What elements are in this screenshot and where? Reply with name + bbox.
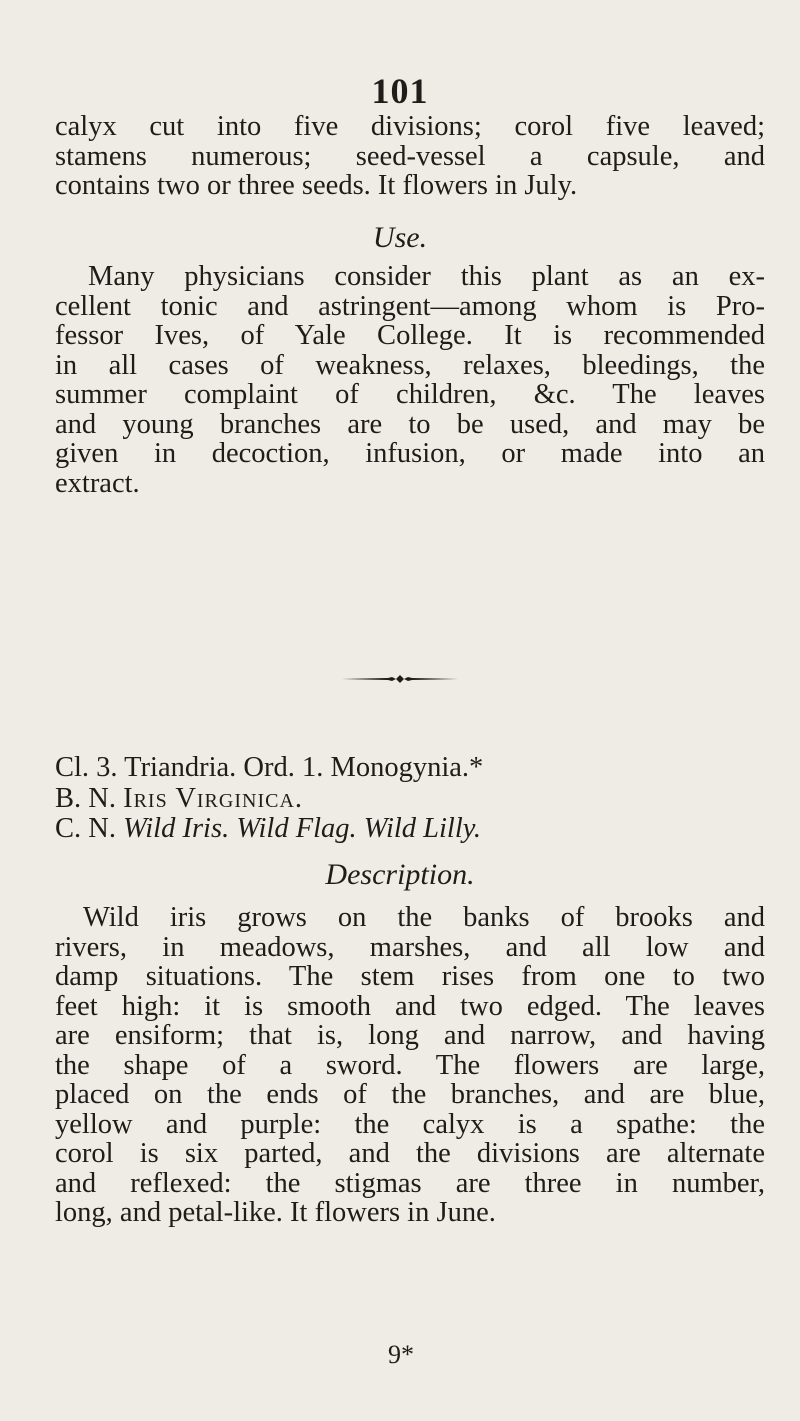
use-paragraph bbox=[55, 262, 765, 498]
paragraph-line: given in decoction, infusion, or made into an bbox=[55, 438, 765, 469]
paragraph-line: Many physicians consider this plant as an ex- bbox=[88, 261, 765, 292]
paragraph-line: summer complaint of children, &c. The leaves bbox=[55, 379, 765, 410]
paragraph-line: Wild iris grows on the banks of brooks and bbox=[83, 902, 765, 933]
paragraph-line: stamens numerous; seed-vessel a capsule, and bbox=[55, 140, 765, 172]
top-paragraph bbox=[55, 112, 765, 201]
paragraph-line: in all cases of weakness, relaxes, bleedings, the bbox=[55, 349, 765, 381]
common-names-line bbox=[55, 813, 481, 845]
common-name-prefix: C. N. bbox=[55, 813, 116, 844]
paragraph-line: fessor Ives, of Yale College. It is recommended bbox=[55, 320, 765, 351]
paragraph-line: and young branches are to be used, and may be bbox=[55, 408, 765, 440]
common-names: Wild Iris. Wild Flag. Wild Lilly. bbox=[123, 813, 481, 844]
signature-mark: 9* bbox=[388, 1340, 414, 1369]
paragraph-line: and reflexed: the stigmas are three in number, bbox=[55, 1167, 765, 1199]
classification-line: Cl. 3. Triandria. Ord. 1. Monogynia.* bbox=[55, 752, 484, 783]
paragraph-line: corol is six parted, and the divisions are alternate bbox=[55, 1138, 765, 1169]
paragraph-line: the shape of a sword. The flowers are large, bbox=[55, 1049, 765, 1081]
botanical-name-line bbox=[55, 783, 303, 815]
paragraph-line: contains two or three seeds. It flowers in July. bbox=[55, 170, 578, 201]
paragraph-line: are ensiform; that is, long and narrow, and having bbox=[55, 1020, 765, 1051]
paragraph-line: cellent tonic and astringent—among whom is Pro- bbox=[55, 290, 765, 322]
paragraph-line: long, and petal-like. It flowers in June. bbox=[55, 1197, 496, 1228]
page-number: 101 bbox=[371, 71, 429, 111]
paragraph-line: damp situations. The stem rises from one to two bbox=[55, 961, 765, 992]
paragraph-line: yellow and purple: the calyx is a spathe: the bbox=[55, 1108, 765, 1140]
botanical-name: Iris Virginica. bbox=[123, 783, 304, 814]
paragraph-line: calyx cut into five divisions; corol five leaved; bbox=[55, 111, 765, 142]
ornament-rule-icon bbox=[340, 672, 460, 686]
botanical-name-prefix: B. N. bbox=[55, 783, 116, 814]
paragraph-line: placed on the ends of the branches, and are blue, bbox=[55, 1079, 765, 1110]
description-paragraph bbox=[55, 903, 765, 1228]
use-heading: Use. bbox=[372, 221, 428, 254]
description-heading: Description. bbox=[325, 858, 475, 891]
paragraph-line: rivers, in meadows, marshes, and all low and bbox=[55, 931, 765, 963]
paragraph-line: feet high: it is smooth and two edged. The leaves bbox=[55, 990, 765, 1022]
paragraph-line: extract. bbox=[55, 467, 140, 499]
